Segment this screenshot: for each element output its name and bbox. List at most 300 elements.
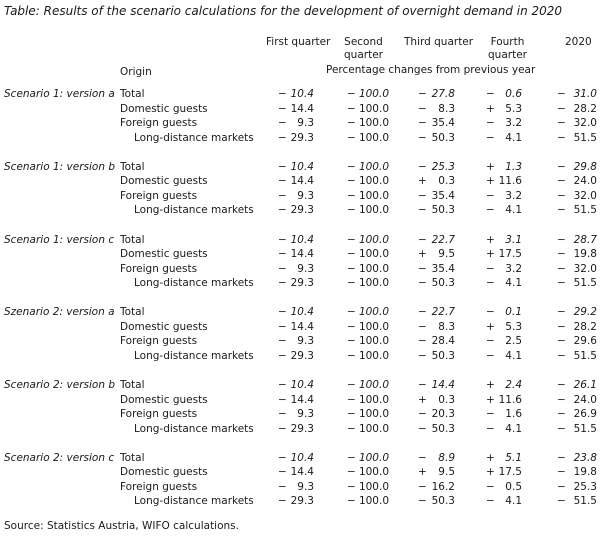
cell-value: 29.6 [573,335,597,348]
cell-sign: − [347,480,356,493]
cell-sign: − [486,480,495,493]
cell-sign: − [486,335,495,348]
table-cell [278,102,314,117]
cell-value: 50.3 [431,131,455,144]
table-cell [557,262,597,277]
table-cell [486,233,522,248]
cell-sign: + [418,466,427,479]
cell-sign: − [347,466,356,479]
cell-value: 29.3 [290,495,314,508]
table-cell [418,334,455,349]
row-label: Foreign guests [120,480,198,493]
table-cell [278,422,314,437]
table-row [0,116,607,131]
unit-header: Percentage changes from previous year [326,64,536,76]
cell-value: 14.4 [290,248,314,261]
table-cell [418,393,455,408]
cell-value: 100.0 [358,175,389,188]
table-cell [557,465,597,480]
scenario-block [0,451,607,524]
table-cell [347,393,389,408]
cell-sign: − [486,88,495,100]
cell-value: 24.0 [573,393,597,406]
row-label: Domestic guests [120,466,208,479]
row-label: Foreign guests [120,408,198,421]
scenario-block [0,233,607,306]
cell-value: 0.5 [505,480,522,493]
table-cell [347,203,389,218]
source-note: Source: Statistics Austria, WIFO calculations. [4,520,239,532]
cell-value: 24.0 [573,175,597,188]
cell-value: 9.3 [297,335,314,348]
cell-value: 4.1 [505,277,522,290]
cell-sign: − [557,88,566,100]
table-cell [486,262,522,277]
cell-value: 26.9 [573,408,597,421]
cell-sign: − [418,102,427,115]
cell-value: 3.2 [505,262,522,275]
cell-sign: − [278,495,287,508]
cell-value: 4.1 [505,495,522,508]
cell-sign: − [278,379,287,392]
row-label: Long-distance markets [134,495,254,508]
table-row [0,494,607,509]
cell-value: 2.5 [505,335,522,348]
table-cell [557,320,597,335]
cell-value: 50.3 [431,422,455,435]
cell-sign: − [486,495,495,508]
table-row [0,233,607,248]
table-cell [418,160,455,175]
cell-value: 100.0 [358,248,389,261]
cell-value: 51.5 [573,131,597,144]
cell-value: 100.0 [358,160,389,173]
table-row [0,174,607,189]
cell-sign: − [418,408,427,421]
table-cell [486,465,522,480]
col-header-second-quarter [344,36,383,62]
table-cell [278,407,314,422]
table-row [0,480,607,495]
table-cell [278,480,314,495]
table-cell [486,451,522,466]
cell-value: 4.1 [505,131,522,144]
cell-value: 17.5 [498,248,522,261]
cell-sign: + [486,160,495,173]
cell-value: 100.0 [358,480,389,493]
cell-sign: − [347,408,356,421]
table-cell [418,378,455,393]
cell-value: 50.3 [431,277,455,290]
cell-sign: − [347,320,356,333]
table-cell [557,407,597,422]
cell-sign: − [278,393,287,406]
cell-value: 29.3 [290,204,314,217]
table-row [0,349,607,364]
table-cell [278,393,314,408]
table-cell [557,451,597,466]
table-cell [418,451,455,466]
cell-sign: − [278,335,287,348]
cell-sign: − [418,160,427,173]
row-label: Domestic guests [120,393,208,406]
cell-value: 29.3 [290,277,314,290]
table-cell [278,203,314,218]
cell-value: 5.3 [505,102,522,115]
cell-value: 100.0 [358,422,389,435]
table-row [0,131,607,146]
cell-sign: − [557,422,566,435]
table-cell [278,233,314,248]
cell-sign: − [418,451,427,464]
table-cell [347,247,389,262]
table-cell [418,320,455,335]
row-label: Total [120,160,145,173]
row-label: Foreign guests [120,335,198,348]
cell-value: 14.4 [290,393,314,406]
cell-sign: − [418,495,427,508]
cell-sign: − [418,335,427,348]
table-cell [557,189,597,204]
table-row [0,203,607,218]
cell-value: 32.0 [573,117,597,129]
row-label: Domestic guests [120,320,208,333]
cell-sign: + [486,320,495,333]
table-cell [347,378,389,393]
cell-sign: − [486,262,495,275]
cell-value: 35.4 [431,189,455,202]
cell-sign: − [557,335,566,348]
cell-sign: − [557,277,566,290]
cell-sign: − [347,233,356,246]
table-cell [557,203,597,218]
cell-value: 9.3 [297,189,314,202]
cell-value: 100.0 [358,335,389,348]
cell-sign: − [418,204,427,217]
cell-sign: − [278,102,287,115]
table-cell [278,116,314,131]
table-cell [418,422,455,437]
cell-sign: − [347,88,356,100]
table-cell [486,174,522,189]
table-cell [347,174,389,189]
table-cell [347,276,389,291]
cell-sign: − [347,175,356,188]
cell-sign: − [278,248,287,261]
cell-sign: − [278,175,287,188]
table-cell [418,262,455,277]
col-header-third-quarter: Third quarter [404,36,474,48]
cell-value: 10.4 [290,306,314,319]
cell-value: 9.5 [438,248,455,261]
cell-value: 51.5 [573,422,597,435]
cell-value: 35.4 [431,262,455,275]
cell-sign: − [347,335,356,348]
col-header-second-line2: quarter [344,49,383,61]
table-cell [557,131,597,146]
table-cell [486,393,522,408]
cell-sign: − [347,248,356,261]
table-cell [418,465,455,480]
cell-sign: − [418,480,427,493]
cell-sign: + [418,393,427,406]
cell-value: 28.7 [573,233,597,246]
table-cell [486,422,522,437]
cell-value: 8.3 [438,102,455,115]
cell-value: 11.6 [498,175,522,188]
table-cell [418,116,455,131]
table-cell [418,480,455,495]
table-row [0,276,607,291]
cell-value: 3.2 [505,117,522,129]
table-cell [278,174,314,189]
cell-sign: − [557,349,566,362]
table-row [0,465,607,480]
scenario-label: Scenario 1: version a [4,88,115,100]
cell-sign: − [347,131,356,144]
cell-value: 100.0 [358,320,389,333]
cell-sign: − [347,306,356,319]
cell-value: 0.1 [505,306,522,319]
cell-value: 5.1 [505,451,522,464]
cell-sign: − [557,320,566,333]
table-cell [347,87,389,102]
table-cell [347,494,389,509]
table-cell [418,102,455,117]
table-cell [486,334,522,349]
row-label: Foreign guests [120,189,198,202]
cell-sign: − [418,262,427,275]
table-cell [557,276,597,291]
table-cell [557,116,597,131]
cell-sign: − [557,379,566,392]
table-cell [278,247,314,262]
table-cell [418,203,455,218]
table-cell [347,465,389,480]
col-header-fourth-line2: quarter [488,49,527,61]
cell-sign: − [557,408,566,421]
cell-sign: − [418,320,427,333]
cell-value: 0.3 [438,393,455,406]
cell-sign: − [557,233,566,246]
col-header-fourth-line1: Fourth [490,36,525,48]
cell-sign: − [557,160,566,173]
row-label: Long-distance markets [134,204,254,217]
table-row [0,320,607,335]
table-row [0,160,607,175]
cell-sign: + [486,379,495,392]
cell-value: 1.6 [505,408,522,421]
table-cell [278,334,314,349]
cell-value: 5.3 [505,320,522,333]
cell-sign: − [418,88,427,100]
cell-value: 8.3 [438,320,455,333]
cell-value: 51.5 [573,204,597,217]
cell-sign: − [278,117,287,129]
cell-value: 23.8 [573,451,597,464]
cell-sign: − [418,306,427,319]
table-cell [278,378,314,393]
cell-value: 26.1 [573,379,597,392]
table-cell [347,233,389,248]
cell-sign: − [486,117,495,129]
cell-value: 17.5 [498,466,522,479]
cell-value: 3.1 [505,233,522,246]
cell-sign: − [557,102,566,115]
row-label: Total [120,88,145,100]
cell-value: 25.3 [431,160,455,173]
table-cell [486,407,522,422]
cell-value: 3.2 [505,189,522,202]
cell-value: 19.8 [573,466,597,479]
col-header-2020: 2020 [565,36,592,48]
table-cell [418,247,455,262]
table-row [0,247,607,262]
table-cell [347,320,389,335]
table-cell [347,131,389,146]
table-cell [278,262,314,277]
cell-value: 100.0 [358,233,389,246]
cell-value: 11.6 [498,393,522,406]
table-cell [347,349,389,364]
table-cell [347,305,389,320]
cell-value: 4.1 [505,349,522,362]
cell-sign: − [347,379,356,392]
table-cell [486,247,522,262]
cell-sign: − [278,88,287,100]
cell-sign: − [557,480,566,493]
table-cell [418,174,455,189]
cell-sign: − [557,262,566,275]
cell-value: 0.3 [438,175,455,188]
cell-sign: + [418,175,427,188]
cell-sign: + [486,466,495,479]
row-label: Foreign guests [120,262,198,275]
table-cell [347,116,389,131]
table-cell [486,102,522,117]
table-row [0,393,607,408]
table-cell [557,393,597,408]
cell-sign: − [557,117,566,129]
table-cell [486,305,522,320]
table-cell [418,131,455,146]
table-cell [486,276,522,291]
table-cell [486,189,522,204]
cell-sign: + [486,393,495,406]
cell-value: 14.4 [290,466,314,479]
table-cell [418,407,455,422]
table-cell [486,320,522,335]
table-row [0,102,607,117]
table-cell [418,494,455,509]
cell-sign: − [486,349,495,362]
cell-sign: − [557,131,566,144]
table-cell [557,480,597,495]
table-cell [557,349,597,364]
table-cell [278,494,314,509]
cell-sign: − [278,451,287,464]
row-label: Total [120,233,145,246]
cell-value: 100.0 [358,189,389,202]
table-cell [557,87,597,102]
cell-sign: − [347,117,356,129]
cell-value: 9.3 [297,262,314,275]
table-cell [347,480,389,495]
table-cell [418,87,455,102]
cell-sign: − [278,480,287,493]
row-label: Foreign guests [120,117,198,129]
cell-value: 32.0 [573,262,597,275]
table-cell [278,320,314,335]
cell-value: 51.5 [573,349,597,362]
table-row [0,305,607,320]
row-label: Total [120,451,145,464]
cell-sign: − [347,102,356,115]
cell-sign: − [347,277,356,290]
table-cell [486,494,522,509]
table-cell [347,160,389,175]
cell-sign: − [278,466,287,479]
table-cell [347,451,389,466]
table-cell [557,305,597,320]
table-cell [347,189,389,204]
cell-value: 50.3 [431,349,455,362]
cell-value: 100.0 [358,379,389,392]
scenario-block [0,305,607,378]
cell-value: 10.4 [290,379,314,392]
table-cell [418,233,455,248]
table-row [0,334,607,349]
table-cell [557,247,597,262]
table-cell [486,160,522,175]
cell-value: 0.6 [505,88,522,100]
cell-value: 10.4 [290,451,314,464]
cell-value: 51.5 [573,277,597,290]
cell-value: 29.2 [573,306,597,319]
cell-value: 100.0 [358,495,389,508]
table-row [0,407,607,422]
scenario-block [0,160,607,233]
table-cell [557,334,597,349]
scenario-label: Scenario 2: version b [4,379,115,392]
cell-value: 14.4 [290,320,314,333]
cell-sign: − [557,248,566,261]
cell-sign: − [347,349,356,362]
table-row [0,378,607,393]
cell-value: 31.0 [573,88,597,100]
cell-value: 29.3 [290,422,314,435]
row-label: Long-distance markets [134,349,254,362]
cell-sign: − [278,349,287,362]
row-label: Domestic guests [120,102,208,115]
cell-sign: − [557,306,566,319]
row-label: Long-distance markets [134,277,254,290]
col-header-fourth-quarter [488,36,527,62]
cell-value: 19.8 [573,248,597,261]
cell-value: 2.4 [505,379,522,392]
table-cell [278,160,314,175]
cell-sign: − [418,379,427,392]
cell-value: 29.3 [290,349,314,362]
cell-sign: − [278,204,287,217]
table-cell [278,189,314,204]
table-cell [557,174,597,189]
row-label: Domestic guests [120,248,208,261]
cell-sign: − [278,306,287,319]
row-label: Long-distance markets [134,131,254,144]
cell-sign: − [557,204,566,217]
cell-value: 28.2 [573,102,597,115]
